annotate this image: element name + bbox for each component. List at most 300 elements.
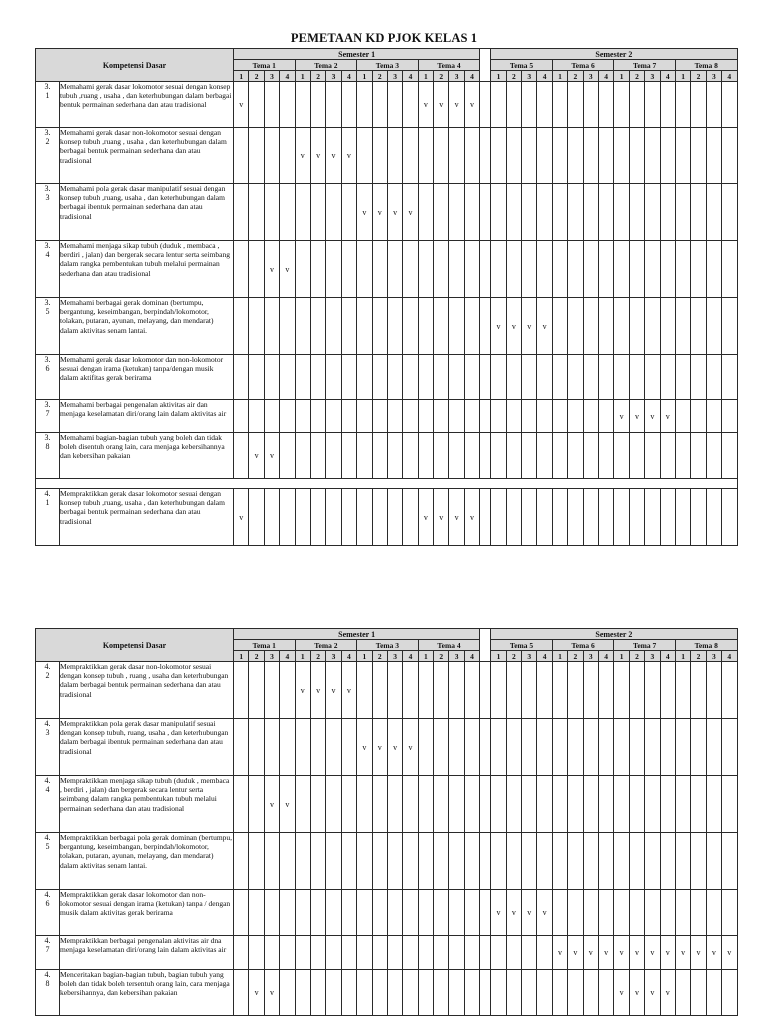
check-mark: v [264, 241, 279, 298]
check-mark: v [629, 400, 644, 433]
semester-2-header: Semester 2 [491, 629, 737, 640]
week-cell [598, 890, 613, 936]
week-cell [598, 776, 613, 833]
week-cell [357, 241, 372, 298]
week-cell [645, 433, 660, 479]
week-cell [341, 400, 356, 433]
week-cell [629, 184, 644, 241]
table-row [36, 719, 738, 776]
kd-code: 4. 8 [36, 970, 60, 1016]
week-cell [722, 719, 737, 776]
week-cell [418, 970, 433, 1016]
week-cell [310, 433, 325, 479]
kompetensi-header: Kompetensi Dasar [36, 629, 234, 662]
week-cell [434, 970, 449, 1016]
week-cell [310, 719, 325, 776]
check-mark: v [295, 662, 310, 719]
tema-header: Tema 8 [675, 640, 737, 651]
tema-header: Tema 3 [357, 60, 419, 71]
week-cell [326, 298, 341, 355]
kd-code: 3. 7 [36, 400, 60, 433]
week-cell [357, 936, 372, 970]
check-mark: v [464, 489, 479, 546]
week-cell [403, 241, 418, 298]
week-number: 2 [629, 71, 644, 82]
week-cell [295, 890, 310, 936]
week-cell [722, 890, 737, 936]
semester-1-header: Semester 1 [234, 629, 480, 640]
week-cell [357, 128, 372, 184]
column-gap [480, 49, 491, 82]
week-cell [326, 776, 341, 833]
check-mark: v [629, 936, 644, 970]
week-cell [464, 662, 479, 719]
check-mark: v [372, 719, 387, 776]
week-cell [598, 184, 613, 241]
week-cell [449, 662, 464, 719]
week-number: 3 [645, 71, 660, 82]
week-cell [449, 241, 464, 298]
week-cell [280, 662, 295, 719]
week-cell [357, 970, 372, 1016]
kd-code: 3. 5 [36, 298, 60, 355]
week-cell [598, 719, 613, 776]
tema-header: Tema 6 [552, 60, 614, 71]
kompetensi-header: Kompetensi Dasar [36, 49, 234, 82]
kd-description: Memahami gerak dasar non-lokomotor sesuai dengan konsep tubuh ,ruang , usaha , dan keterhubungan dalam berbagai bentuk permainan sederhana dan atau tradisional [60, 128, 234, 184]
week-cell [449, 298, 464, 355]
week-cell [706, 776, 721, 833]
week-cell [280, 184, 295, 241]
kd-description: Mempraktikkan menjaga sikap tubuh (duduk , membaca , berdiri , jalan) dan bergerak secara lentur serta seimbang dalam rangka pembentukan tubuh melalui permainan sederhana dan atau tradisional [60, 776, 234, 833]
week-cell [491, 355, 506, 400]
week-cell [464, 970, 479, 1016]
week-cell [464, 936, 479, 970]
week-cell [552, 776, 567, 833]
week-cell [645, 719, 660, 776]
week-cell [583, 776, 598, 833]
check-mark: v [234, 489, 249, 546]
week-cell [506, 970, 521, 1016]
week-number: 1 [552, 71, 567, 82]
table-row [36, 936, 738, 970]
week-cell [568, 241, 583, 298]
week-cell [522, 489, 537, 546]
week-cell [675, 184, 690, 241]
week-cell [506, 936, 521, 970]
check-mark: v [434, 489, 449, 546]
week-number: 1 [491, 71, 506, 82]
table-row [36, 833, 738, 890]
week-number: 2 [434, 651, 449, 662]
week-number: 4 [722, 71, 737, 82]
week-cell [280, 833, 295, 890]
column-gap [480, 433, 491, 479]
week-cell [598, 662, 613, 719]
tema-header: Tema 2 [295, 640, 357, 651]
week-cell [506, 489, 521, 546]
week-cell [418, 719, 433, 776]
week-cell [264, 298, 279, 355]
week-cell [280, 355, 295, 400]
week-cell [675, 833, 690, 890]
week-cell [691, 82, 706, 128]
week-cell [522, 433, 537, 479]
week-number: 2 [249, 71, 264, 82]
check-mark: v [418, 489, 433, 546]
week-cell [464, 184, 479, 241]
week-number: 2 [372, 71, 387, 82]
week-cell [660, 128, 675, 184]
week-cell [645, 890, 660, 936]
column-gap [480, 489, 491, 546]
week-cell [341, 184, 356, 241]
check-mark: v [264, 970, 279, 1016]
kd-description: Menceritakan bagian-bagian tubuh, bagian tubuh yang boleh dan tidak boleh tersentuh orang lain, cara menjaga kebersihannya, dan kebersihan pakaian [60, 970, 234, 1016]
week-cell [583, 970, 598, 1016]
week-cell [372, 433, 387, 479]
column-gap [480, 890, 491, 936]
tema-header: Tema 6 [552, 640, 614, 651]
kd-code: 3. 6 [36, 355, 60, 400]
week-cell [706, 400, 721, 433]
tema-header: Tema 1 [234, 60, 296, 71]
week-cell [583, 298, 598, 355]
week-cell [341, 489, 356, 546]
week-cell [234, 400, 249, 433]
week-cell [249, 184, 264, 241]
week-cell [264, 489, 279, 546]
week-cell [706, 833, 721, 890]
table-row [36, 400, 738, 433]
week-cell [691, 241, 706, 298]
check-mark: v [629, 970, 644, 1016]
week-cell [418, 433, 433, 479]
week-cell [614, 890, 629, 936]
week-cell [295, 184, 310, 241]
check-mark: v [660, 936, 675, 970]
week-cell [568, 489, 583, 546]
week-cell [629, 128, 644, 184]
week-cell [568, 776, 583, 833]
check-mark: v [691, 936, 706, 970]
check-mark: v [552, 936, 567, 970]
week-cell [568, 970, 583, 1016]
week-cell [264, 128, 279, 184]
week-cell [387, 833, 402, 890]
week-cell [722, 184, 737, 241]
week-cell [537, 833, 552, 890]
week-cell [310, 936, 325, 970]
week-cell [675, 355, 690, 400]
week-cell [568, 833, 583, 890]
week-cell [341, 433, 356, 479]
check-mark: v [280, 776, 295, 833]
week-cell [583, 833, 598, 890]
tema-header: Tema 7 [614, 60, 676, 71]
column-gap [480, 128, 491, 184]
week-cell [372, 241, 387, 298]
week-number: 3 [264, 651, 279, 662]
week-cell [280, 936, 295, 970]
week-cell [706, 489, 721, 546]
kd-description: Mempraktikkan gerak dasar non-lokomotor sesuai dengan konsep tubuh , ruang , usaha dan keterhubungan dalam berbagai bentuk permainan sederhana dan atau tradisional [60, 662, 234, 719]
week-cell [583, 355, 598, 400]
week-cell [295, 489, 310, 546]
week-cell [629, 433, 644, 479]
week-number: 2 [568, 71, 583, 82]
week-cell [249, 776, 264, 833]
week-cell [691, 128, 706, 184]
week-cell [387, 298, 402, 355]
week-cell [326, 890, 341, 936]
header-row-semester [36, 49, 738, 60]
check-mark: v [706, 936, 721, 970]
week-cell [310, 82, 325, 128]
week-cell [537, 241, 552, 298]
week-number: 3 [522, 651, 537, 662]
week-number: 1 [614, 651, 629, 662]
week-cell [660, 489, 675, 546]
week-number: 4 [660, 651, 675, 662]
week-number: 3 [326, 71, 341, 82]
week-number: 4 [403, 71, 418, 82]
week-cell [522, 776, 537, 833]
week-cell [387, 662, 402, 719]
check-mark: v [341, 128, 356, 184]
week-cell [598, 970, 613, 1016]
week-cell [280, 719, 295, 776]
week-cell [629, 355, 644, 400]
week-cell [522, 662, 537, 719]
week-cell [675, 970, 690, 1016]
kd-code: 3. 1 [36, 82, 60, 128]
week-cell [706, 890, 721, 936]
week-cell [403, 433, 418, 479]
column-gap [480, 241, 491, 298]
week-cell [645, 298, 660, 355]
week-cell [357, 82, 372, 128]
week-cell [645, 355, 660, 400]
week-number: 2 [310, 71, 325, 82]
week-cell [614, 184, 629, 241]
week-cell [403, 128, 418, 184]
week-cell [264, 184, 279, 241]
week-cell [434, 719, 449, 776]
column-gap [480, 833, 491, 890]
week-cell [706, 662, 721, 719]
week-cell [434, 184, 449, 241]
week-cell [583, 890, 598, 936]
check-mark: v [614, 936, 629, 970]
week-cell [583, 662, 598, 719]
week-cell [418, 184, 433, 241]
week-cell [675, 433, 690, 479]
table-row [36, 489, 738, 546]
week-cell [522, 82, 537, 128]
check-mark: v [341, 662, 356, 719]
week-number: 2 [629, 651, 644, 662]
column-gap [480, 400, 491, 433]
week-cell [310, 298, 325, 355]
week-cell [403, 833, 418, 890]
week-cell [568, 298, 583, 355]
tema-header: Tema 5 [491, 60, 553, 71]
week-cell [552, 82, 567, 128]
week-number: 4 [537, 71, 552, 82]
week-cell [418, 298, 433, 355]
week-cell [357, 833, 372, 890]
week-cell [706, 433, 721, 479]
week-cell [552, 662, 567, 719]
week-cell [295, 400, 310, 433]
week-cell [583, 241, 598, 298]
week-cell [660, 241, 675, 298]
week-cell [280, 298, 295, 355]
week-cell [537, 433, 552, 479]
week-cell [722, 128, 737, 184]
week-cell [660, 662, 675, 719]
check-mark: v [295, 128, 310, 184]
week-cell [464, 776, 479, 833]
semester-1-header: Semester 1 [234, 49, 480, 60]
week-cell [372, 970, 387, 1016]
column-gap [480, 629, 491, 662]
kd-code: 4. 2 [36, 662, 60, 719]
week-cell [568, 890, 583, 936]
week-cell [418, 241, 433, 298]
week-cell [660, 433, 675, 479]
week-cell [706, 719, 721, 776]
week-cell [706, 970, 721, 1016]
week-cell [675, 719, 690, 776]
week-cell [722, 241, 737, 298]
week-cell [629, 298, 644, 355]
kd-description: Memahami gerak dasar lokomotor dan non-lokomotor sesuai dengan irama (ketukan) tanpa/dengan musik dalam aktifitas gerak berirama [60, 355, 234, 400]
check-mark: v [403, 184, 418, 241]
week-cell [691, 355, 706, 400]
week-number: 2 [310, 651, 325, 662]
week-cell [691, 833, 706, 890]
week-cell [280, 128, 295, 184]
week-number: 1 [675, 71, 690, 82]
week-cell [660, 82, 675, 128]
column-gap [480, 970, 491, 1016]
week-cell [491, 936, 506, 970]
tema-header: Tema 3 [357, 640, 419, 651]
tema-header: Tema 4 [418, 60, 480, 71]
week-cell [264, 355, 279, 400]
week-cell [434, 776, 449, 833]
kd-description: Memahami pola gerak dasar manipulatif sesuai dengan konsep tubuh ,ruang, usaha , dan keterhubungan dalam berbagai ibentuk permainan sederhana dan atau tradisional [60, 184, 234, 241]
check-mark: v [614, 970, 629, 1016]
week-cell [691, 298, 706, 355]
week-cell [449, 719, 464, 776]
week-cell [326, 184, 341, 241]
week-cell [552, 241, 567, 298]
kd-description: Memahami berbagai gerak dominan (bertumpu, bergantung, keseimbangan, berpindah/lokomotor, tolakan, putaran, ayunan, melayang, dan mendarat) dalam aktivitas senam lantai. [60, 298, 234, 355]
week-cell [310, 241, 325, 298]
week-cell [449, 433, 464, 479]
week-cell [341, 82, 356, 128]
week-cell [660, 833, 675, 890]
week-cell [522, 970, 537, 1016]
week-cell [310, 400, 325, 433]
check-mark: v [449, 82, 464, 128]
week-cell [403, 298, 418, 355]
week-cell [234, 355, 249, 400]
week-cell [326, 833, 341, 890]
week-cell [341, 776, 356, 833]
week-cell [491, 719, 506, 776]
week-cell [418, 662, 433, 719]
week-cell [449, 128, 464, 184]
week-cell [552, 298, 567, 355]
week-cell [583, 400, 598, 433]
week-cell [372, 128, 387, 184]
kd-code: 4. 4 [36, 776, 60, 833]
week-cell [234, 184, 249, 241]
week-number: 1 [357, 71, 372, 82]
week-cell [387, 970, 402, 1016]
week-cell [449, 890, 464, 936]
week-cell [387, 400, 402, 433]
week-cell [506, 719, 521, 776]
week-cell [449, 833, 464, 890]
week-number: 4 [464, 651, 479, 662]
week-cell [234, 890, 249, 936]
check-mark: v [522, 890, 537, 936]
check-mark: v [264, 776, 279, 833]
week-cell [249, 833, 264, 890]
week-cell [372, 936, 387, 970]
spacer-cell [36, 479, 738, 489]
week-cell [387, 489, 402, 546]
table-row [36, 241, 738, 298]
week-cell [234, 433, 249, 479]
week-cell [357, 489, 372, 546]
week-cell [310, 890, 325, 936]
table-row [36, 890, 738, 936]
week-cell [372, 355, 387, 400]
week-cell [249, 890, 264, 936]
week-cell [326, 82, 341, 128]
week-cell [326, 936, 341, 970]
kd-description: Mempraktikkan gerak dasar lokomotor sesuai dengan konsep tubuh ,ruang, usaha , dan keterhubungan dalam berbagai bentuk permainan sederhana dan atau tradisional [60, 489, 234, 546]
week-cell [372, 82, 387, 128]
week-cell [372, 833, 387, 890]
table-row [36, 355, 738, 400]
week-cell [464, 355, 479, 400]
week-cell [403, 776, 418, 833]
week-cell [280, 433, 295, 479]
week-cell [403, 82, 418, 128]
week-cell [418, 400, 433, 433]
week-cell [552, 355, 567, 400]
week-cell [295, 970, 310, 1016]
kd-code: 4. 1 [36, 489, 60, 546]
check-mark: v [645, 970, 660, 1016]
week-number: 4 [280, 71, 295, 82]
check-mark: v [675, 936, 690, 970]
table-row [36, 128, 738, 184]
week-cell [387, 936, 402, 970]
check-mark: v [357, 184, 372, 241]
check-mark: v [614, 400, 629, 433]
week-cell [372, 662, 387, 719]
week-cell [552, 489, 567, 546]
week-cell [280, 970, 295, 1016]
